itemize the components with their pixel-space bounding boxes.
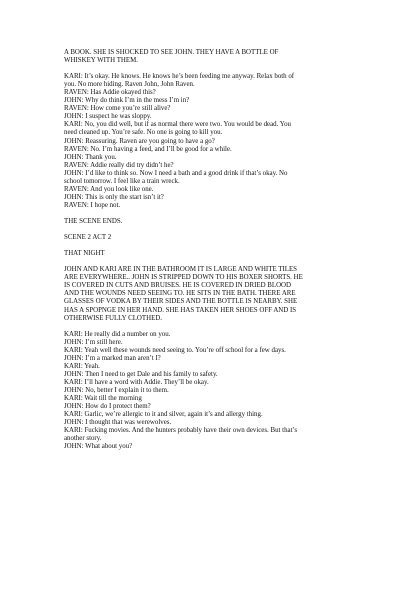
- text-line: JOHN: What about you?: [64, 443, 133, 451]
- text-line: you. No more hiding. Raven John, John Raven.: [64, 81, 195, 89]
- text-line: JOHN: I’m still here.: [64, 338, 123, 346]
- text-line: JOHN: How do I protect them?: [64, 403, 151, 411]
- text-line: JOHN AND KARI ARE IN THE BATHROOM IT IS LARGE AND WHITE TILES: [64, 266, 297, 274]
- text-line: JOHN: Then I need to get Dale and his family to safety.: [64, 370, 218, 378]
- text-line: ARE EVERYWHERE.. JOHN IS STRIPPED DOWN TO HIS BOXER SHORTS. HE: [64, 274, 303, 282]
- text-line: THE SCENE ENDS.: [64, 217, 123, 225]
- paragraph: [64, 73, 364, 210]
- text-line: KARI: Yeah.: [64, 362, 100, 370]
- paragraph: [64, 218, 364, 226]
- paragraph-gap: [64, 210, 364, 218]
- text-line: GLASSES OF VODKA BY THEIR SIDES AND THE BOTTLE IS NEARBY. SHE: [64, 298, 298, 306]
- text-line: JOHN: I suspect he was sloppy.: [64, 113, 152, 121]
- text-line: HAS A SPOPNGE IN HER HAND. SHE HAS TAKEN HER SHOES OFF AND IS: [64, 306, 297, 314]
- paragraph-gap: [64, 258, 364, 266]
- text-line: IS COVERED IN CUTS AND BRUISES. HE IS COVERED IN DRIED BLOOD: [64, 282, 292, 290]
- text-line: JOHN: I’m a marked man aren’t I?: [64, 354, 161, 362]
- paragraph-gap: [64, 242, 364, 250]
- text-line: KARI: Wait till the morning: [64, 395, 142, 403]
- text-line: KARI: It’s okay. He knows. He knows he’s been feeding me anyway. Relax both of: [64, 73, 295, 81]
- paragraph: [64, 49, 364, 65]
- text-line: KARI: He really did a number on you.: [64, 330, 171, 338]
- paragraph: [64, 250, 364, 258]
- text-line: KARI: No, you did well, but if as normal there were two. You would be dead. You: [64, 121, 291, 129]
- text-line: THAT NIGHT: [64, 250, 105, 258]
- paragraph: [64, 266, 364, 322]
- text-line: AND THE WOUNDS NEED SEEING TO. HE SITS IN THE BATH. THERE ARE: [64, 290, 296, 298]
- text-line: OTHERWISE FULLY CLOTHED.: [64, 314, 163, 322]
- text-line: JOHN: Reassuring. Raven are you going to have a go?: [64, 137, 215, 145]
- text-line: RAVEN: Has Addie okayed this?: [64, 89, 156, 97]
- text-line: JOHN: I’d like to think so. Now I need a bath and a good drink if that’s okay. No: [64, 169, 288, 177]
- text-line: KARI: I’ll have a word with Addie. They’ll be okay.: [64, 378, 209, 386]
- text-line: JOHN: This is only the start isn’t it?: [64, 193, 164, 201]
- text-line: RAVEN: Addie really did try didn’t he?: [64, 161, 174, 169]
- text-line: school tomorrow. I feel like a train wreck.: [64, 177, 180, 185]
- text-line: JOHN: No, better I explain it to them.: [64, 386, 169, 394]
- text-line: need cleaned up. You’re safe. No one is going to kill you.: [64, 129, 223, 137]
- paragraph: [64, 234, 364, 242]
- script-text: [64, 49, 364, 451]
- text-line: RAVEN: No. I’m having a feed, and I’ll be good for a while.: [64, 145, 232, 153]
- text-line: WHISKEY WITH THEM.: [64, 57, 138, 65]
- text-line: RAVEN: How come you’re still alive?: [64, 105, 171, 113]
- text-line: JOHN: Why do think I’m in the mess I’m in?: [64, 97, 190, 105]
- paragraph: [64, 331, 364, 452]
- text-line: JOHN: I thought that was werewolves.: [64, 419, 172, 427]
- text-line: KARI: Yeah well these wounds need seeing to. You’re off school for a few days.: [64, 346, 286, 354]
- text-line: RAVEN: And you look like one.: [64, 185, 154, 193]
- text-line: another story.: [64, 435, 102, 443]
- paragraph-gap: [64, 226, 364, 234]
- paragraph-gap: [64, 323, 364, 331]
- text-line: RAVEN: I hope not.: [64, 201, 121, 209]
- text-line: KARI: Garlic, we’re allergic to it and silver, again it’s and allergy thing.: [64, 411, 263, 419]
- text-line: JOHN: Thank you.: [64, 153, 117, 161]
- text-line: KARI: Fucking movies. And the hunters probably have their own devices. But that’s: [64, 427, 298, 435]
- text-line: SCENE 2 ACT 2: [64, 234, 112, 242]
- paragraph-gap: [64, 65, 364, 73]
- text-line: A BOOK. SHE IS SHOCKED TO SEE JOHN. THEY HAVE A BOTTLE OF: [64, 49, 279, 56]
